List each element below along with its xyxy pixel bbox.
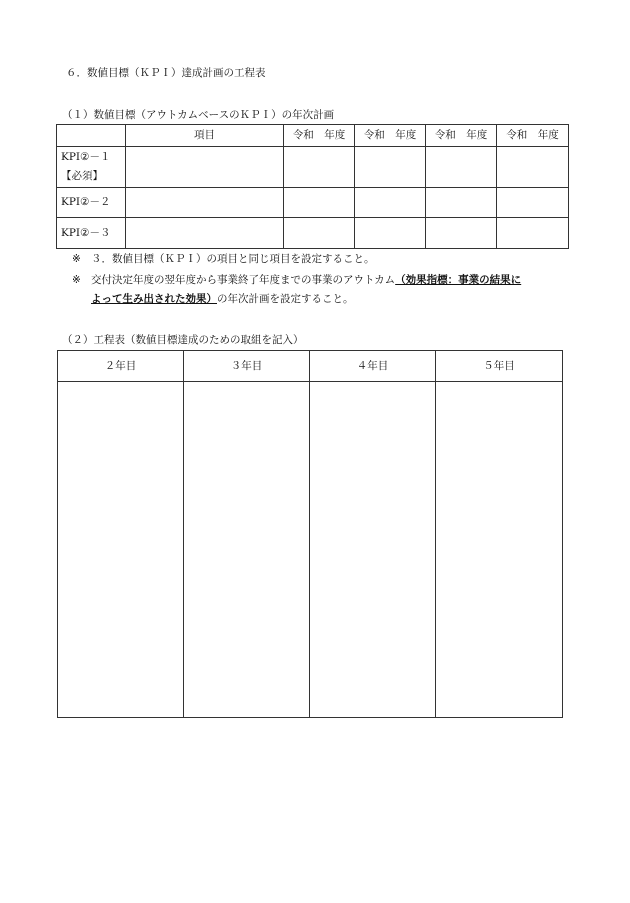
note-2-emphasis-b: よって生み出された効果） [91,293,217,305]
cell-year-4[interactable] [497,188,569,218]
row-label [57,147,126,188]
kpi-plan-subtitle: （１）数値目標（アウトカムベースのＫＰＩ）の年次計画 [62,109,335,121]
row-label-line1: KPI②－１ [61,151,111,163]
cell-item[interactable] [126,188,284,218]
cell-year-3[interactable] [426,147,497,188]
cell-year-1[interactable] [284,218,355,249]
cell-year-3[interactable] [426,218,497,249]
cell-year-2[interactable] [355,218,426,249]
row-label-line1: KPI②－２ [61,196,111,208]
header-cell-year-3: 令和 年度 [426,125,497,147]
cell-year-3[interactable] [184,382,310,718]
section-title: ６．数値目標（ＫＰＩ）達成計画の工程表 [66,67,266,79]
note-2-line1 [91,275,521,286]
cell-item[interactable] [126,147,284,188]
cell-year-4[interactable] [497,218,569,249]
table-header-row [58,351,563,382]
cell-year-4[interactable] [497,147,569,188]
kpi-annual-plan-table [56,124,569,249]
schedule-table [57,350,563,718]
note-2-line2 [91,294,354,305]
note-mark: ※ [72,274,81,286]
row-label-line2: 【必須】 [61,170,103,182]
cell-year-5[interactable] [436,382,563,718]
table-row [57,218,569,249]
row-label [57,218,126,249]
note-2-text-d: の年次計画を設定すること。 [217,293,354,305]
header-cell-year-2: 令和 年度 [355,125,426,147]
table-row [57,147,569,188]
header-cell-year-1: 令和 年度 [284,125,355,147]
header-cell-year-4: ４年目 [310,351,436,382]
note-mark: ※ [72,253,81,265]
note-1-text: ３．数値目標（ＫＰＩ）の項目と同じ項目を設定すること。 [91,253,375,265]
cell-year-1[interactable] [284,188,355,218]
header-cell-item: 項目 [126,125,284,147]
header-cell-year-3: ３年目 [184,351,310,382]
cell-year-2[interactable] [58,382,184,718]
header-cell-year-4: 令和 年度 [497,125,569,147]
note-2-text-a: 交付決定年度の翌年度から事業終了年度までの事業のアウトカム [91,274,396,286]
header-cell-year-2: ２年目 [58,351,184,382]
cell-year-4[interactable] [310,382,436,718]
table-header-row [57,125,569,147]
header-cell-blank [57,125,126,147]
cell-year-1[interactable] [284,147,355,188]
note-2-emphasis-a: （効果指標：事業の結果に [395,274,522,286]
cell-year-2[interactable] [355,188,426,218]
schedule-subtitle: （２）工程表（数値目標達成のための取組を記入） [62,334,304,346]
cell-year-3[interactable] [426,188,497,218]
cell-year-2[interactable] [355,147,426,188]
table-row [57,188,569,218]
table-row [58,382,563,718]
header-cell-year-5: ５年目 [436,351,563,382]
row-label-line1: KPI②－３ [61,226,111,239]
cell-item[interactable] [126,218,284,249]
row-label [57,188,126,218]
